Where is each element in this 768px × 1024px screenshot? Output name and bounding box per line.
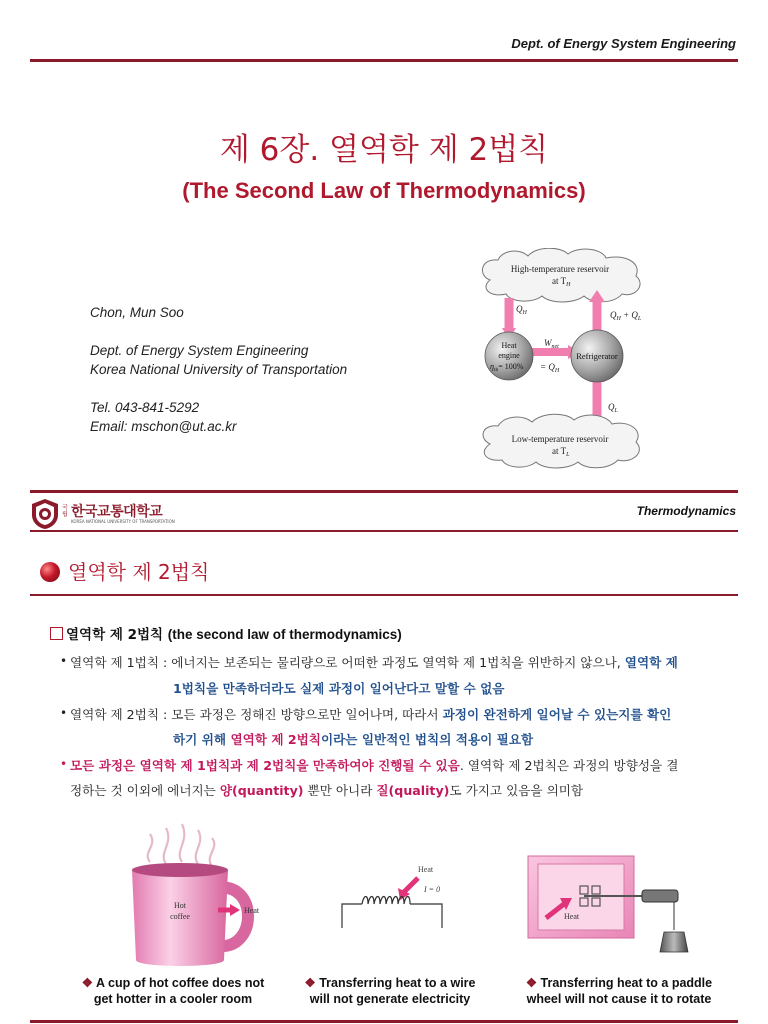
page-subtitle: (The Second Law of Thermodynamics) xyxy=(182,178,586,203)
course-label: Thermodynamics xyxy=(636,504,736,518)
pulley-icon xyxy=(642,890,678,902)
wnet-eq-label: = $Q_H$ xyxy=(540,362,560,374)
caption-paddle: ❖ Transferring heat to a paddle wheel will not cause it to rotate xyxy=(525,976,713,1006)
wire-coil-illustration xyxy=(330,858,460,938)
author-dept: Dept. of Energy System Engineering xyxy=(90,343,309,358)
heat-arrow-icon xyxy=(230,904,240,916)
mug-heat-label: Heat xyxy=(244,906,260,915)
caption-coffee: ❖ A cup of hot coffee does not get hotter in a cooler room xyxy=(81,976,265,1006)
current-label: I = 0 xyxy=(424,885,441,894)
bullet-1-line-2: 1법칙을 만족하더라도 실제 과정이 일어난다고 말할 수 없음 xyxy=(173,681,505,696)
bullet-3-line-2: 정하는 것 이외에 에너지는 양(quantity) 뿐만 아니라 질(quality)도 가지고 있음을 의미함 xyxy=(70,783,584,798)
bullet-3-line-1: 모든 과정은 열역학 제 1법칙과 제 2법칙을 만족하여야 진행될 수 있음. 열역학 제 2법칙은 과정의 방향성을 결 xyxy=(70,758,679,773)
bullet-2-line-1: 열역학 제 2법칙 : 모든 과정은 정해진 방향으로만 일어나며, 따라서 과정이 완전하게 일어날 수 있는지를 확인 xyxy=(70,707,672,722)
heat-engine-diagram xyxy=(476,248,650,470)
diamond-bullet-icon: ❖ xyxy=(525,976,541,990)
low-reservoir-temp: at $T_L$ xyxy=(552,446,570,458)
high-reservoir-label: High-temperature reservoir xyxy=(510,264,610,274)
university-emblem-icon xyxy=(30,498,60,530)
mug-label-1: Hot xyxy=(174,901,186,910)
section-rule xyxy=(30,594,738,596)
author-tel: Tel. 043-841-5292 xyxy=(90,400,200,415)
diamond-bullet-icon: ❖ xyxy=(81,976,96,990)
ql-label: $Q_L$ xyxy=(608,402,618,414)
bullet-dot-icon: • xyxy=(60,654,68,668)
bullet-1-line-1: 열역학 제 1법칙 : 에너지는 보존되는 물리량으로 어떠한 과정도 열역학 제 1법칙을 위반하지 않으나, 열역학 제 xyxy=(70,655,678,670)
logo-mark: 국립 xyxy=(62,504,68,518)
qhql-label: $Q_H + Q_L$ xyxy=(610,310,642,322)
caption-wire: ❖ Transferring heat to a wire will not generate electricity xyxy=(304,976,476,1006)
coil-icon xyxy=(362,897,410,905)
section-title: 열역학 제 2법칙 xyxy=(68,560,210,584)
weight-icon xyxy=(660,932,688,952)
author-univ: Korea National University of Transportation xyxy=(90,362,348,377)
steam-icon xyxy=(148,824,215,866)
header-rule xyxy=(30,59,738,62)
low-reservoir-label: Low-temperature reservoir xyxy=(511,434,609,444)
efficiency-label: $\eta_{th}= 100\%$ xyxy=(490,362,524,373)
logo-english: KOREA NATIONAL UNIVERSITY OF TRANSPORTATION xyxy=(71,519,175,524)
author-email: Email: mschon@ut.ac.kr xyxy=(90,419,237,434)
svg-text:engine: engine xyxy=(498,351,520,360)
bullet-dot-icon: • xyxy=(60,706,68,720)
slide2-header-rule xyxy=(30,530,738,532)
slide-divider xyxy=(30,490,738,493)
subheading: 열역학 제 2법칙 (the second law of thermodynamics) xyxy=(66,627,402,643)
diamond-bullet-icon: ❖ xyxy=(304,976,320,990)
header-dept: Dept. of Energy System Engineering xyxy=(511,36,736,51)
heat-engine-label: Heat xyxy=(501,341,517,350)
high-reservoir-temp: at $T_H$ xyxy=(552,276,571,288)
bullet-dot-icon: • xyxy=(60,757,68,771)
coffee-mug-illustration xyxy=(108,822,278,972)
mug-label-2: coffee xyxy=(170,912,190,921)
author-name: Chon, Mun Soo xyxy=(90,305,184,320)
section-bullet-icon xyxy=(40,562,60,582)
logo-name: 한국교통대학교 xyxy=(71,504,163,520)
page-title: 제 6장. 열역학 제 2법칙 xyxy=(219,132,549,168)
footer-rule xyxy=(30,1020,738,1023)
qh-label: $Q_H$ xyxy=(516,304,527,316)
bullet-2-line-2: 하기 위해 열역학 제 2법칙이라는 일반적인 법칙의 적용이 필요함 xyxy=(173,732,534,747)
university-logo xyxy=(30,498,180,530)
paddle-heat-label: Heat xyxy=(564,912,580,921)
wire-heat-label: Heat xyxy=(418,865,434,874)
wnet-label: $W_{net}$ xyxy=(544,338,559,350)
checkbox-square-icon xyxy=(50,627,63,640)
paddle-wheel-illustration xyxy=(524,852,704,962)
refrigerator-label: Refrigerator xyxy=(576,351,618,361)
